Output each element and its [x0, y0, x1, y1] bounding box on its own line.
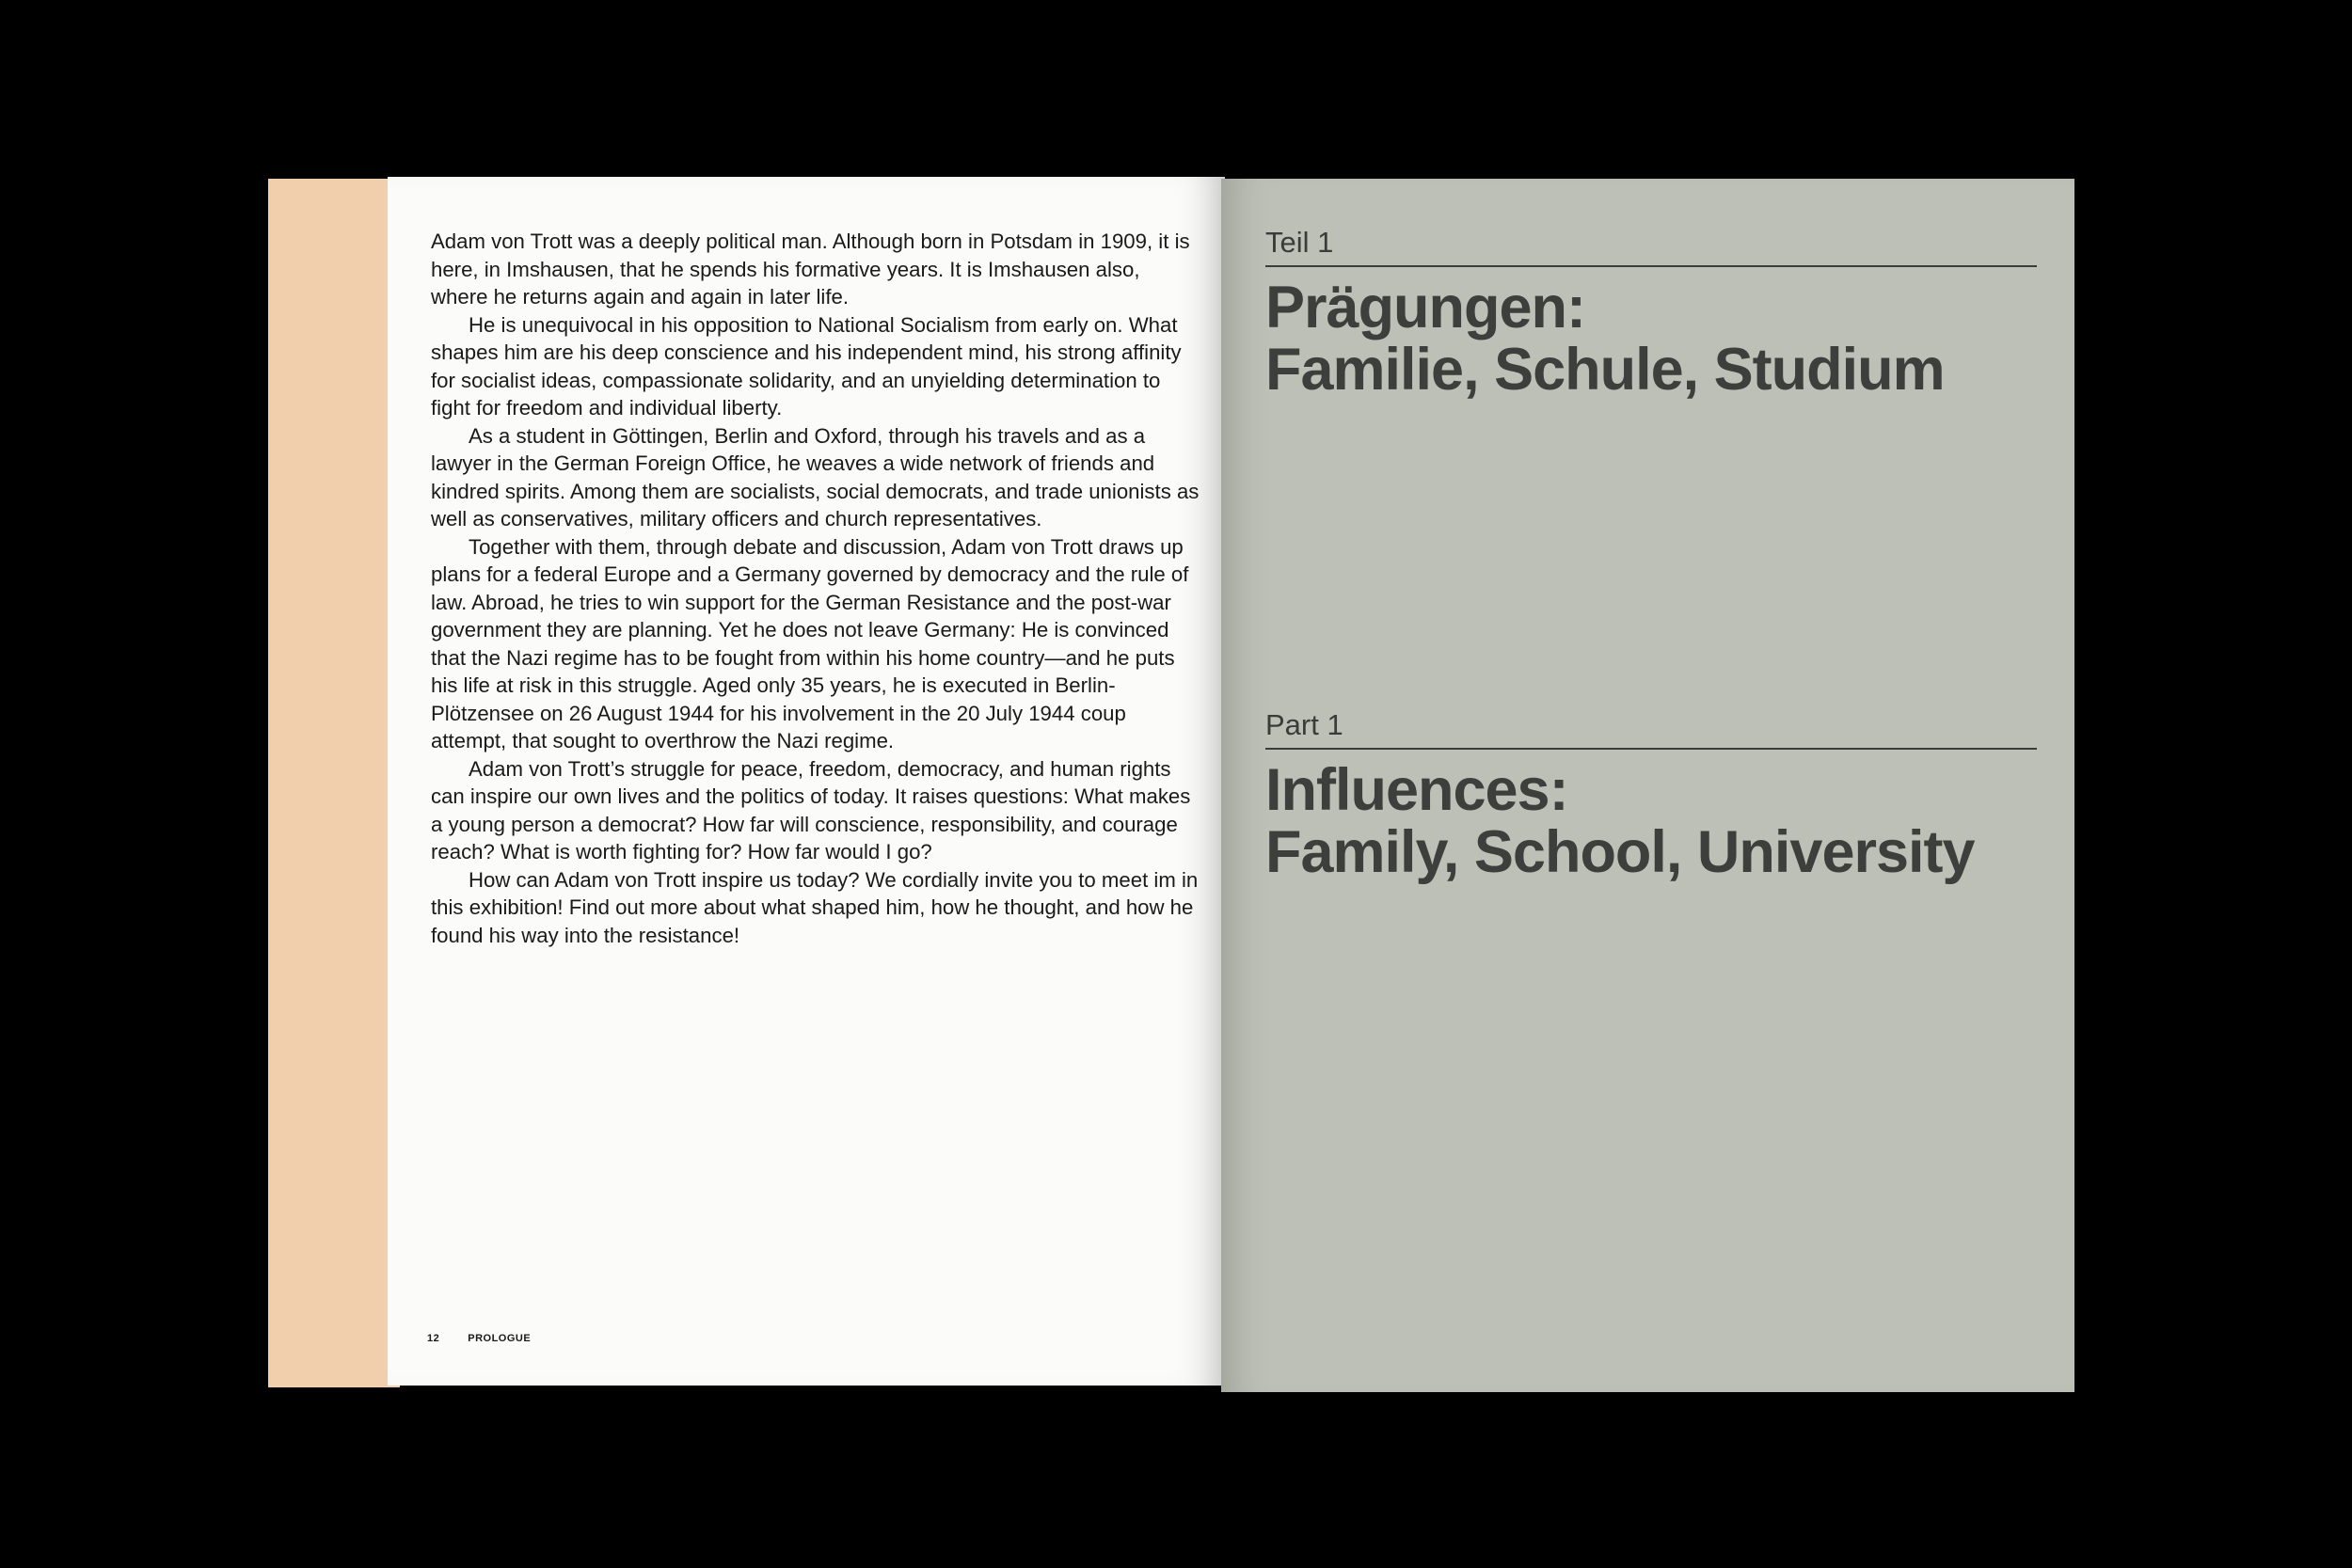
- paragraph: How can Adam von Trott inspire us today? We cordially invite you to meet im in this exhibition! Find out more about what shaped him, how he thought, and how he found his way into the resistance!: [431, 867, 1199, 947]
- section-kicker: Teil 1: [1265, 226, 2037, 267]
- heading-line: Prägungen:: [1265, 275, 1586, 341]
- section-kicker: Part 1: [1265, 708, 2037, 750]
- paragraph: Adam von Trott’s struggle for peace, freedom, democracy, and human rights can inspire our own lives and the politics of today. It raises questions: What makes a young person a democrat? How far will conscience, responsibility, and courage reach? What is worth fighting for? How far would I go?: [431, 756, 1191, 863]
- heading-line: Familie, Schule, Studium: [1265, 337, 1945, 403]
- page-footer: [427, 1333, 531, 1344]
- paragraph: Adam von Trott was a deeply political man. Although born in Potsdam in 1909, it is here, in Imshausen, that he spends his formative years. It is Imshausen also, where he returns again and again in later life.: [431, 230, 1190, 309]
- right-page: [1221, 179, 2074, 1392]
- cover-edge: [268, 179, 400, 1387]
- page-number: 12: [427, 1333, 440, 1344]
- paragraph: He is unequivocal in his opposition to National Socialism from early on. What shapes him are his deep conscience and his independent mind, his strong affinity for socialist ideas, compassionate solidarity, and an unyielding determination to fight for freedom and individual liberty.: [431, 312, 1182, 420]
- paragraph: Together with them, through debate and discussion, Adam von Trott draws up plans for a federal Europe and a Germany governed by democracy and the rule of law. Abroad, he tries to win support for the German Resistance and the post-war government they are planning. Yet he does not leave Germany: He is convinced that the Nazi regime has to be fought from within his home country—and he puts his life at risk in this struggle. Aged only 35 years, he is executed in Berlin-Plötzensee on 26 August 1944 for his involvement in the 20 July 1944 coup attempt, that sought to overthrow the Nazi regime.: [431, 534, 1189, 752]
- section-german: [1265, 226, 2037, 401]
- heading-line: Family, School, University: [1265, 819, 1975, 885]
- section-heading: [1265, 759, 2037, 883]
- running-footer: PROLOGUE: [468, 1333, 532, 1344]
- section-heading: [1265, 277, 2037, 401]
- paragraph: As a student in Göttingen, Berlin and Oxford, through his travels and as a lawyer in the German Foreign Office, he weaves a wide network of friends and kindred spirits. Among them are socialists, social democrats, and trade unionists as well as conservatives, military officers and church representatives.: [431, 423, 1200, 531]
- heading-line: Influences:: [1265, 757, 1568, 823]
- left-page: [388, 177, 1225, 1386]
- section-english: [1265, 708, 2037, 883]
- body-text: [431, 228, 1200, 949]
